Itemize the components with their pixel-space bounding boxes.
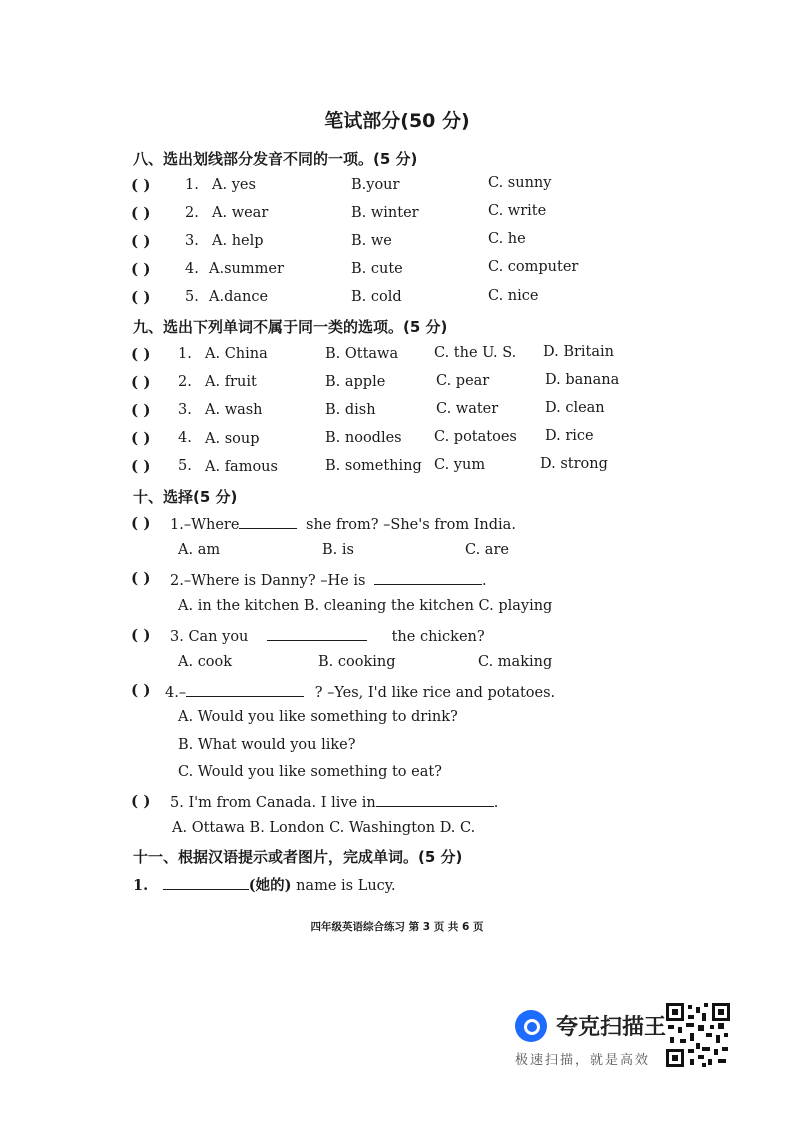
answer-blank[interactable]: ( ) <box>131 260 151 278</box>
option-a: A. wear <box>212 205 269 221</box>
option-b: B. winter <box>351 205 419 221</box>
option-a: A.summer <box>209 261 284 277</box>
answer-blank[interactable]: ( ) <box>131 626 151 644</box>
question-number: 1. <box>133 877 149 894</box>
answer-blank[interactable]: ( ) <box>131 176 151 194</box>
option-a: A. Would you like something to drink? <box>178 709 458 725</box>
answer-blank[interactable]: ( ) <box>131 429 151 447</box>
option-a: A. help <box>212 233 264 249</box>
page-footer: 四年级英语综合练习 第 3 页 共 6 页 <box>310 921 484 933</box>
question-4 <box>165 682 555 701</box>
question-number: 2. <box>185 205 199 221</box>
question-number: 5. <box>178 458 192 474</box>
option-b: B. Ottawa <box>325 346 399 362</box>
fill-blank[interactable] <box>239 514 297 529</box>
option-d: D. strong <box>540 456 608 472</box>
question-text: 5. I'm from Canada. I live in <box>170 795 376 811</box>
question-text: ? –Yes, I'd like rice and potatoes. <box>314 685 556 701</box>
option-c: C. the U. S. <box>434 345 517 361</box>
option-d: D. rice <box>545 428 594 444</box>
option-d: D. banana <box>545 372 620 388</box>
answer-blank[interactable]: ( ) <box>131 288 151 306</box>
options-line: A. Ottawa B. London C. Washington D. C. <box>172 820 476 836</box>
question-text: 2.–Where is Danny? –He is <box>170 573 366 589</box>
question-number: 2. <box>178 374 192 390</box>
question-text: 1.–Where <box>170 517 240 533</box>
option-b: B. apple <box>325 374 386 390</box>
option-c: C. computer <box>488 259 579 275</box>
option-a: A. China <box>205 346 268 362</box>
section-9-heading: 九、选出下列单词不属于同一类的选项。(5 分) <box>133 318 448 336</box>
answer-blank[interactable]: ( ) <box>131 792 151 810</box>
option-b: B. something <box>325 458 422 474</box>
option-c: C. yum <box>434 457 486 473</box>
option-b: B. dish <box>325 402 376 418</box>
answer-blank[interactable]: ( ) <box>131 401 151 419</box>
quark-logo-icon <box>515 1010 547 1042</box>
answer-blank[interactable]: ( ) <box>131 514 151 532</box>
fill-blank[interactable] <box>163 875 249 890</box>
option-d: D. clean <box>545 400 605 416</box>
question-number: 3. <box>185 233 199 249</box>
option-c: C. write <box>488 203 547 219</box>
page-title: 笔试部分(50 分) <box>324 110 470 132</box>
question-3 <box>170 626 485 645</box>
option-b: B. What would you like? <box>178 737 356 753</box>
option-b: B. cold <box>351 289 402 305</box>
option-a: A.dance <box>209 289 269 305</box>
option-a: A. yes <box>212 177 256 193</box>
brand-tagline: 极速扫描，就是高效 <box>515 1053 651 1068</box>
option-a: A. fruit <box>205 374 257 390</box>
question-text: 3. Can you <box>170 629 249 645</box>
option-b: B. cute <box>351 261 403 277</box>
question-text: 4.– <box>165 685 187 701</box>
fill-blank[interactable] <box>186 682 304 697</box>
answer-blank[interactable]: ( ) <box>131 204 151 222</box>
question-11-1 <box>133 874 396 895</box>
option-b: B. cooking <box>318 654 396 670</box>
answer-blank[interactable]: ( ) <box>131 345 151 363</box>
options-line: A. in the kitchen B. cleaning the kitchen C. playing <box>178 598 553 614</box>
section-10-heading: 十、选择(5 分) <box>133 488 238 506</box>
option-c: C. he <box>488 231 526 247</box>
question-2 <box>170 570 487 589</box>
question-number: 3. <box>178 402 192 418</box>
option-d: D. Britain <box>543 344 614 360</box>
option-a: A. soup <box>205 431 260 447</box>
option-c: C. potatoes <box>434 429 517 445</box>
option-b: B.your <box>351 177 400 193</box>
option-c: C. are <box>465 542 509 558</box>
option-a: A. wash <box>205 402 263 418</box>
option-b: B. is <box>322 542 354 558</box>
brand-name: 夸克扫描王 <box>556 1015 667 1040</box>
question-text: . <box>493 795 499 811</box>
question-text: name is Lucy. <box>296 878 396 894</box>
answer-blank[interactable]: ( ) <box>131 232 151 250</box>
option-c: C. sunny <box>488 175 552 191</box>
answer-blank[interactable]: ( ) <box>131 457 151 475</box>
option-c: C. making <box>478 654 553 670</box>
option-c: C. nice <box>488 288 539 304</box>
question-number: 1. <box>178 346 192 362</box>
option-a: A. cook <box>178 654 233 670</box>
option-a: A. am <box>178 542 221 558</box>
option-b: B. noodles <box>325 430 402 446</box>
section-8-heading: 八、选出划线部分发音不同的一项。(5 分) <box>133 150 418 168</box>
question-text: the chicken? <box>391 629 485 645</box>
option-a: A. famous <box>205 459 278 475</box>
answer-blank[interactable]: ( ) <box>131 569 151 587</box>
question-number: 4. <box>185 261 199 277</box>
question-number: 1. <box>185 177 199 193</box>
hint-text: (她的) <box>248 877 292 894</box>
fill-blank[interactable] <box>376 792 494 807</box>
question-1 <box>170 514 516 533</box>
section-11-heading: 十一、根据汉语提示或者图片，完成单词。(5 分) <box>133 848 463 866</box>
qr-code-icon <box>666 1003 730 1067</box>
option-c: C. Would you like something to eat? <box>178 764 442 780</box>
option-b: B. we <box>351 233 392 249</box>
option-c: C. pear <box>436 373 490 389</box>
question-text: . <box>482 573 487 589</box>
option-c: C. water <box>436 401 499 417</box>
fill-blank[interactable] <box>267 626 367 641</box>
question-number: 4. <box>178 430 192 446</box>
answer-blank[interactable]: ( ) <box>131 373 151 391</box>
fill-blank[interactable] <box>374 570 482 585</box>
question-text: she from? –She's from India. <box>306 517 516 533</box>
question-number: 5. <box>185 289 199 305</box>
answer-blank[interactable]: ( ) <box>131 681 151 699</box>
question-5 <box>170 792 498 811</box>
